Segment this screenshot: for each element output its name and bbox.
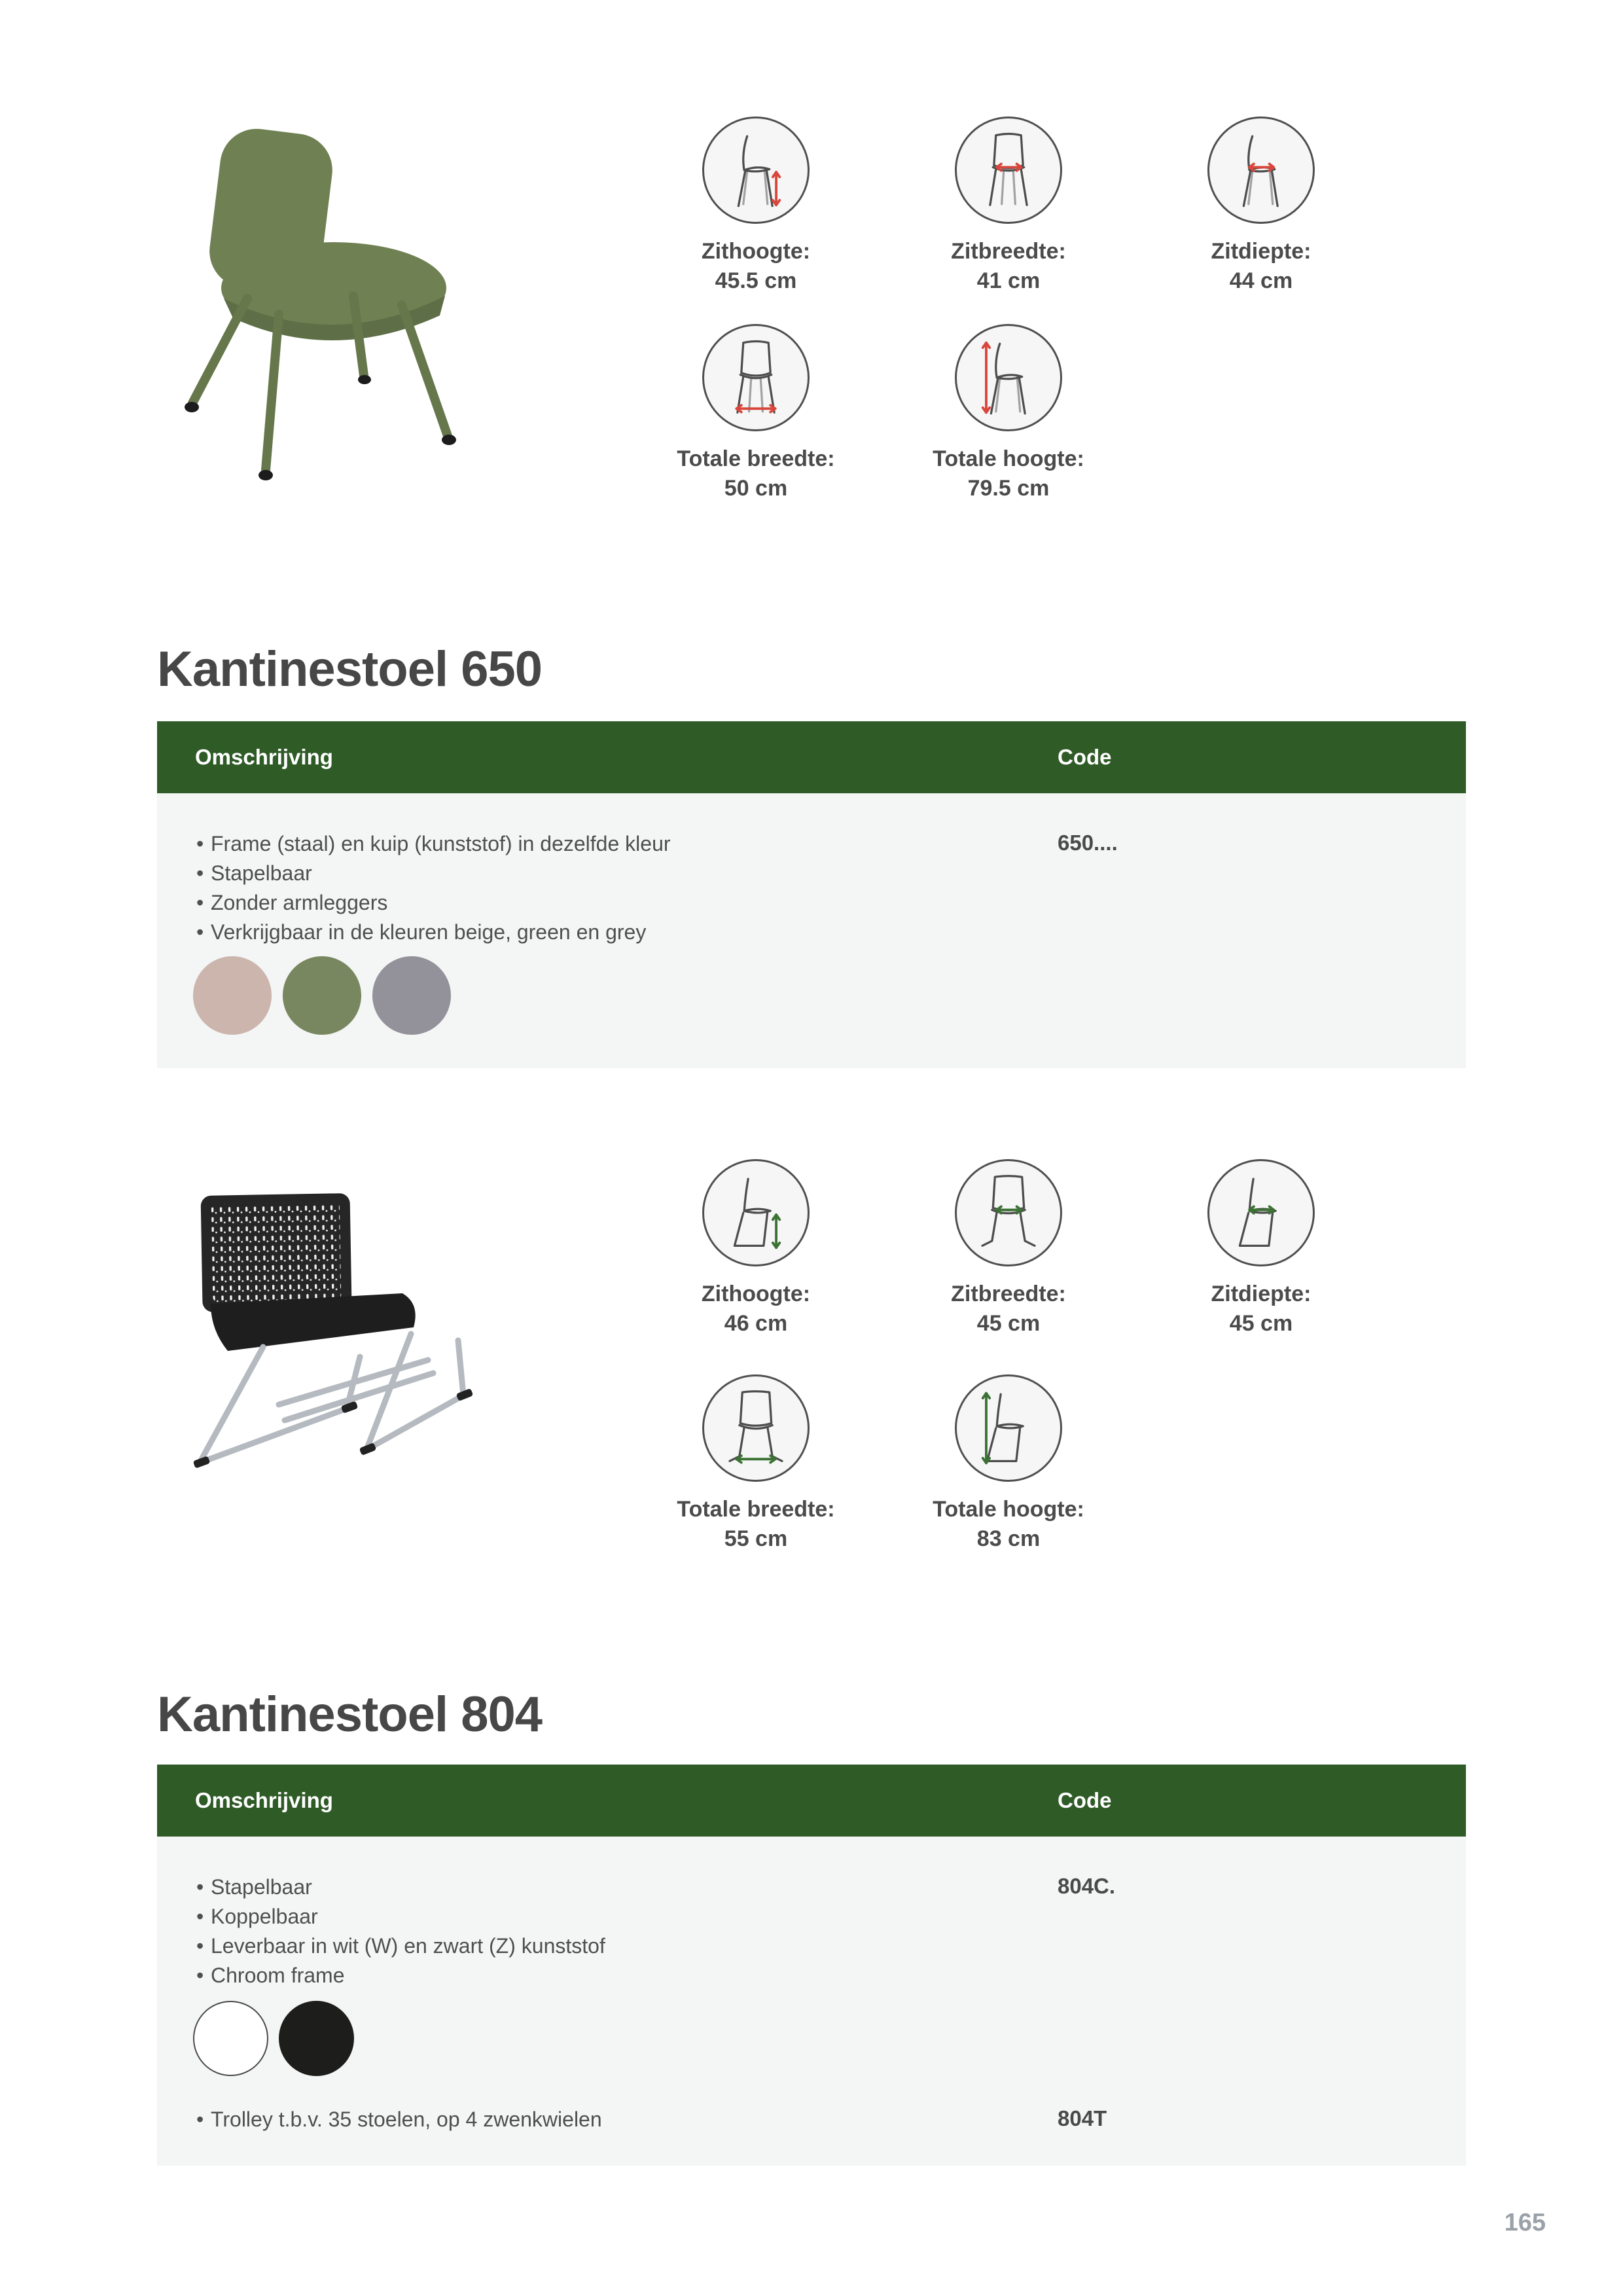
table-body — [157, 793, 1466, 1068]
total-width-icon — [702, 1374, 810, 1482]
color-swatches — [193, 2001, 1466, 2076]
description-bullets — [195, 2105, 1466, 2134]
column-header-description: Omschrijving — [195, 1788, 333, 1812]
seat-depth-icon — [1207, 1159, 1315, 1266]
dimensions-650-row-2 — [630, 324, 1387, 503]
table-header — [157, 1765, 1466, 1837]
dimension-zithoogte — [630, 1159, 882, 1338]
color-swatch-black — [279, 2001, 354, 2076]
dimension-label: Zitdiepte: 45 cm — [1211, 1282, 1311, 1336]
spec-table-804 — [157, 1765, 1466, 2166]
dimensions-650-row-1 — [630, 117, 1387, 296]
color-swatch-green — [283, 956, 361, 1035]
bullet-item: • Koppelbaar — [195, 1902, 1466, 1931]
column-header-code: Code — [1058, 1788, 1112, 1812]
dimensions-804-row-1 — [630, 1159, 1387, 1338]
bullet-item: • Stapelbaar — [195, 1873, 1466, 1902]
seat-width-icon — [955, 117, 1062, 224]
bullet-item: • Zonder armleggers — [195, 888, 1466, 918]
description-bullets — [195, 829, 1466, 947]
column-header-code: Code — [1058, 745, 1112, 769]
table-header — [157, 721, 1466, 793]
product-photo-kantinestoel-650 — [137, 105, 524, 583]
bullet-item: • Frame (staal) en kuip (kunststof) in dezelfde kleur — [195, 829, 1466, 859]
bullet-item: • Leverbaar in wit (W) en zwart (Z) kunststof — [195, 1931, 1466, 1961]
product-code: 804T — [1058, 2106, 1107, 2130]
dimension-label: Zithoogte: 46 cm — [701, 1282, 811, 1336]
seat-width-icon — [955, 1159, 1062, 1266]
color-swatch-white — [193, 2001, 268, 2076]
dimension-zitbreedte — [882, 117, 1135, 296]
total-height-icon — [955, 1374, 1062, 1482]
seat-height-icon — [702, 1159, 810, 1266]
bullet-item: • Chroom frame — [195, 1961, 1466, 1990]
table-body — [157, 1837, 1466, 2166]
dimensions-650 — [630, 117, 1387, 503]
total-width-icon — [702, 324, 810, 431]
bullet-item: • Trolley t.b.v. 35 stoelen, op 4 zwenkwielen — [195, 2105, 1466, 2134]
bullet-item: • Stapelbaar — [195, 859, 1466, 888]
page-number: 165 — [1504, 2209, 1546, 2236]
seat-depth-icon — [1207, 117, 1315, 224]
product-photo-kantinestoel-804 — [151, 1165, 478, 1590]
dimension-label: Totale hoogte: 83 cm — [933, 1496, 1084, 1551]
dimension-zitdiepte — [1135, 117, 1387, 296]
dimensions-804-row-2 — [630, 1374, 1387, 1554]
table-row — [157, 829, 1466, 1035]
description-bullets — [195, 1873, 1466, 1990]
product-code: 804C. — [1058, 1874, 1116, 1898]
table-row — [157, 1873, 1466, 2076]
dimension-label: Totale breedte: 50 cm — [677, 446, 835, 501]
dimension-label: Zitbreedte: 45 cm — [951, 1282, 1066, 1336]
product-code: 650.... — [1058, 831, 1118, 855]
seat-height-icon — [702, 117, 810, 224]
table-row — [157, 2105, 1466, 2134]
color-swatches — [193, 956, 1466, 1035]
color-swatch-beige — [193, 956, 272, 1035]
section-title-804: Kantinestoel 804 — [157, 1686, 542, 1742]
column-header-description: Omschrijving — [195, 745, 333, 769]
dimension-totale-hoogte — [882, 324, 1135, 503]
section-title-650: Kantinestoel 650 — [157, 641, 542, 697]
dimension-label: Zitbreedte: 41 cm — [951, 239, 1066, 293]
dimension-totale-breedte — [630, 324, 882, 503]
bullet-item: • Verkrijgbaar in de kleuren beige, green en grey — [195, 918, 1466, 947]
dimension-label: Totale breedte: 55 cm — [677, 1496, 835, 1551]
dimension-zitbreedte — [882, 1159, 1135, 1338]
dimension-label: Totale hoogte: 79.5 cm — [933, 446, 1084, 501]
dimension-zithoogte — [630, 117, 882, 296]
spec-table-650 — [157, 721, 1466, 1068]
color-swatch-grey — [372, 956, 451, 1035]
dimension-label: Zitdiepte: 44 cm — [1211, 239, 1311, 293]
dimension-label: Zithoogte: 45.5 cm — [701, 239, 811, 293]
dimension-totale-hoogte — [882, 1374, 1135, 1554]
dimension-zitdiepte — [1135, 1159, 1387, 1338]
dimensions-804 — [630, 1159, 1387, 1554]
dimension-totale-breedte — [630, 1374, 882, 1554]
total-height-icon — [955, 324, 1062, 431]
